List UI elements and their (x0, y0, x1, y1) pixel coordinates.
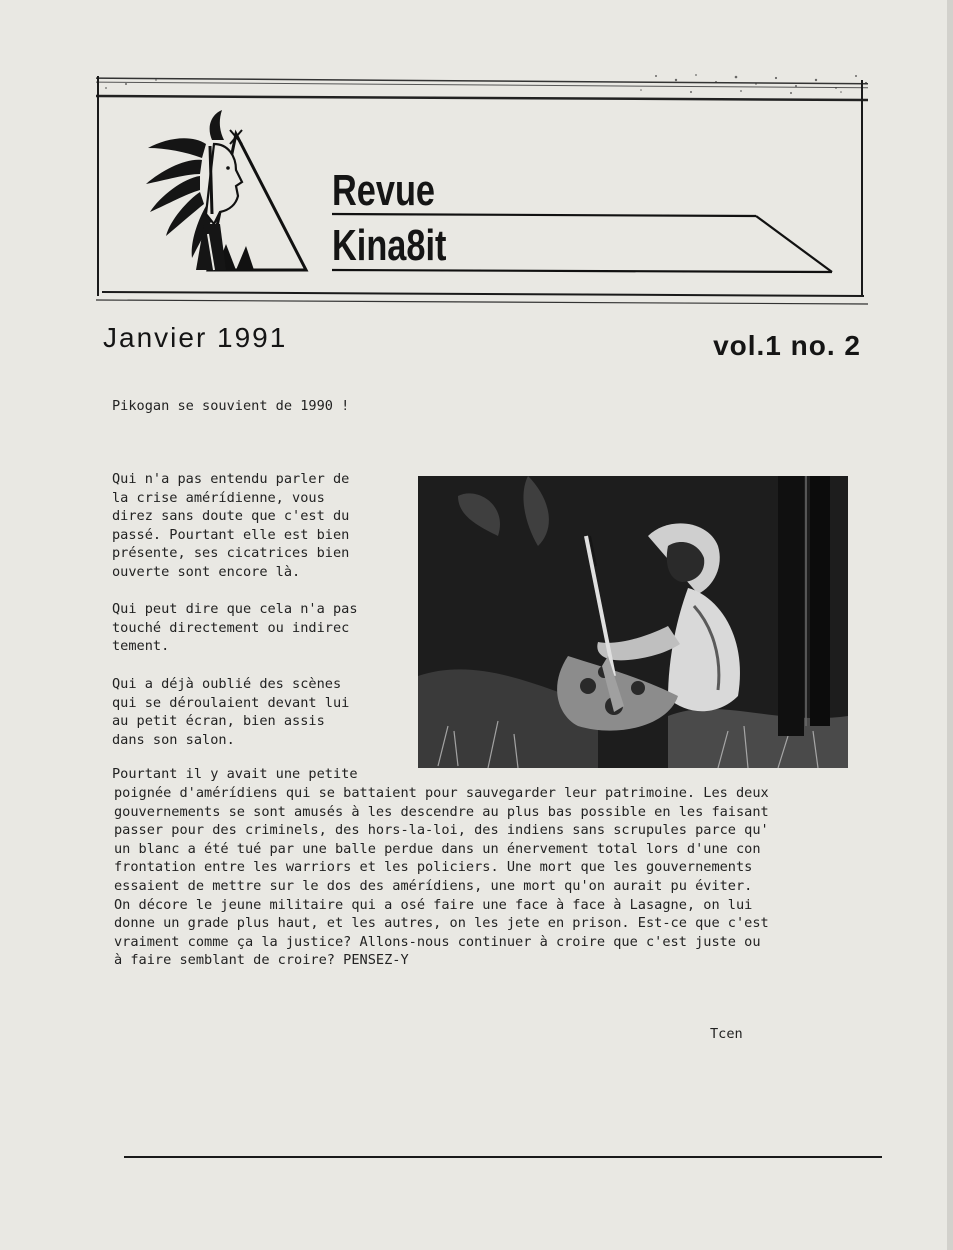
warrior-with-rifle-photo (418, 476, 848, 768)
article-paragraph-4: Pourtant il y avait une petite (112, 766, 358, 782)
masthead-title-line2: Kina8it (332, 221, 447, 270)
page-edge (947, 0, 953, 1250)
bottom-rule (124, 1156, 882, 1158)
article-paragraph-1: Qui n'a pas entendu parler de la crise amérídienne, vous direz sans doute que c'est du passé. Pourtant elle est bien présente, ses cicatrices bien ouverte sont encore là. (112, 471, 350, 580)
masthead (96, 74, 868, 306)
chief-headdress-tipi-icon (146, 110, 306, 270)
issue-volume: vol.1 no. 2 (713, 330, 861, 361)
masthead-frame (96, 74, 868, 306)
issue-date: Janvier 1991 (103, 322, 288, 353)
article-headline: Pikogan se souvient de 1990 ! (112, 398, 350, 414)
article-signature: Tcen (710, 1026, 743, 1042)
masthead-title-line1: Revue (332, 166, 436, 215)
article-paragraph-2: Qui peut dire que cela n'a pas touché directement ou indirec tement. (112, 601, 358, 655)
article-paragraph-3: Qui a déjà oublié des scènes qui se déroulaient devant lui au petit écran, bien assis dans son salon. (112, 676, 350, 748)
article-continuation: poignée d'amérídiens qui se battaient pour sauvegarder leur patrimoine. Les deux gouvernements se sont amusés à les descendre au plus bas possible en les faisant passer pour des criminels, des hors-la-loi, des indiens sans scrupules parce qu' un blanc a été tué par une balle perdue dans un énervement total lors d'une con frontation entre les warriors et les policiers. Une mort que les gouvernements essaient de mettre sur le dos des amérídiens, une mort qu'on aurait pu éviter. On décore le jeune militaire qui a osé faire une face à face à Lasagne, on lui donne un grade plus haut, et les autres, on les jete en prison. Est-ce que c'est vraiment comme ça la justice? Allons-nous continuer à croire que c'est juste ou à faire semblant de croire? PENSEZ-Y (114, 785, 769, 969)
